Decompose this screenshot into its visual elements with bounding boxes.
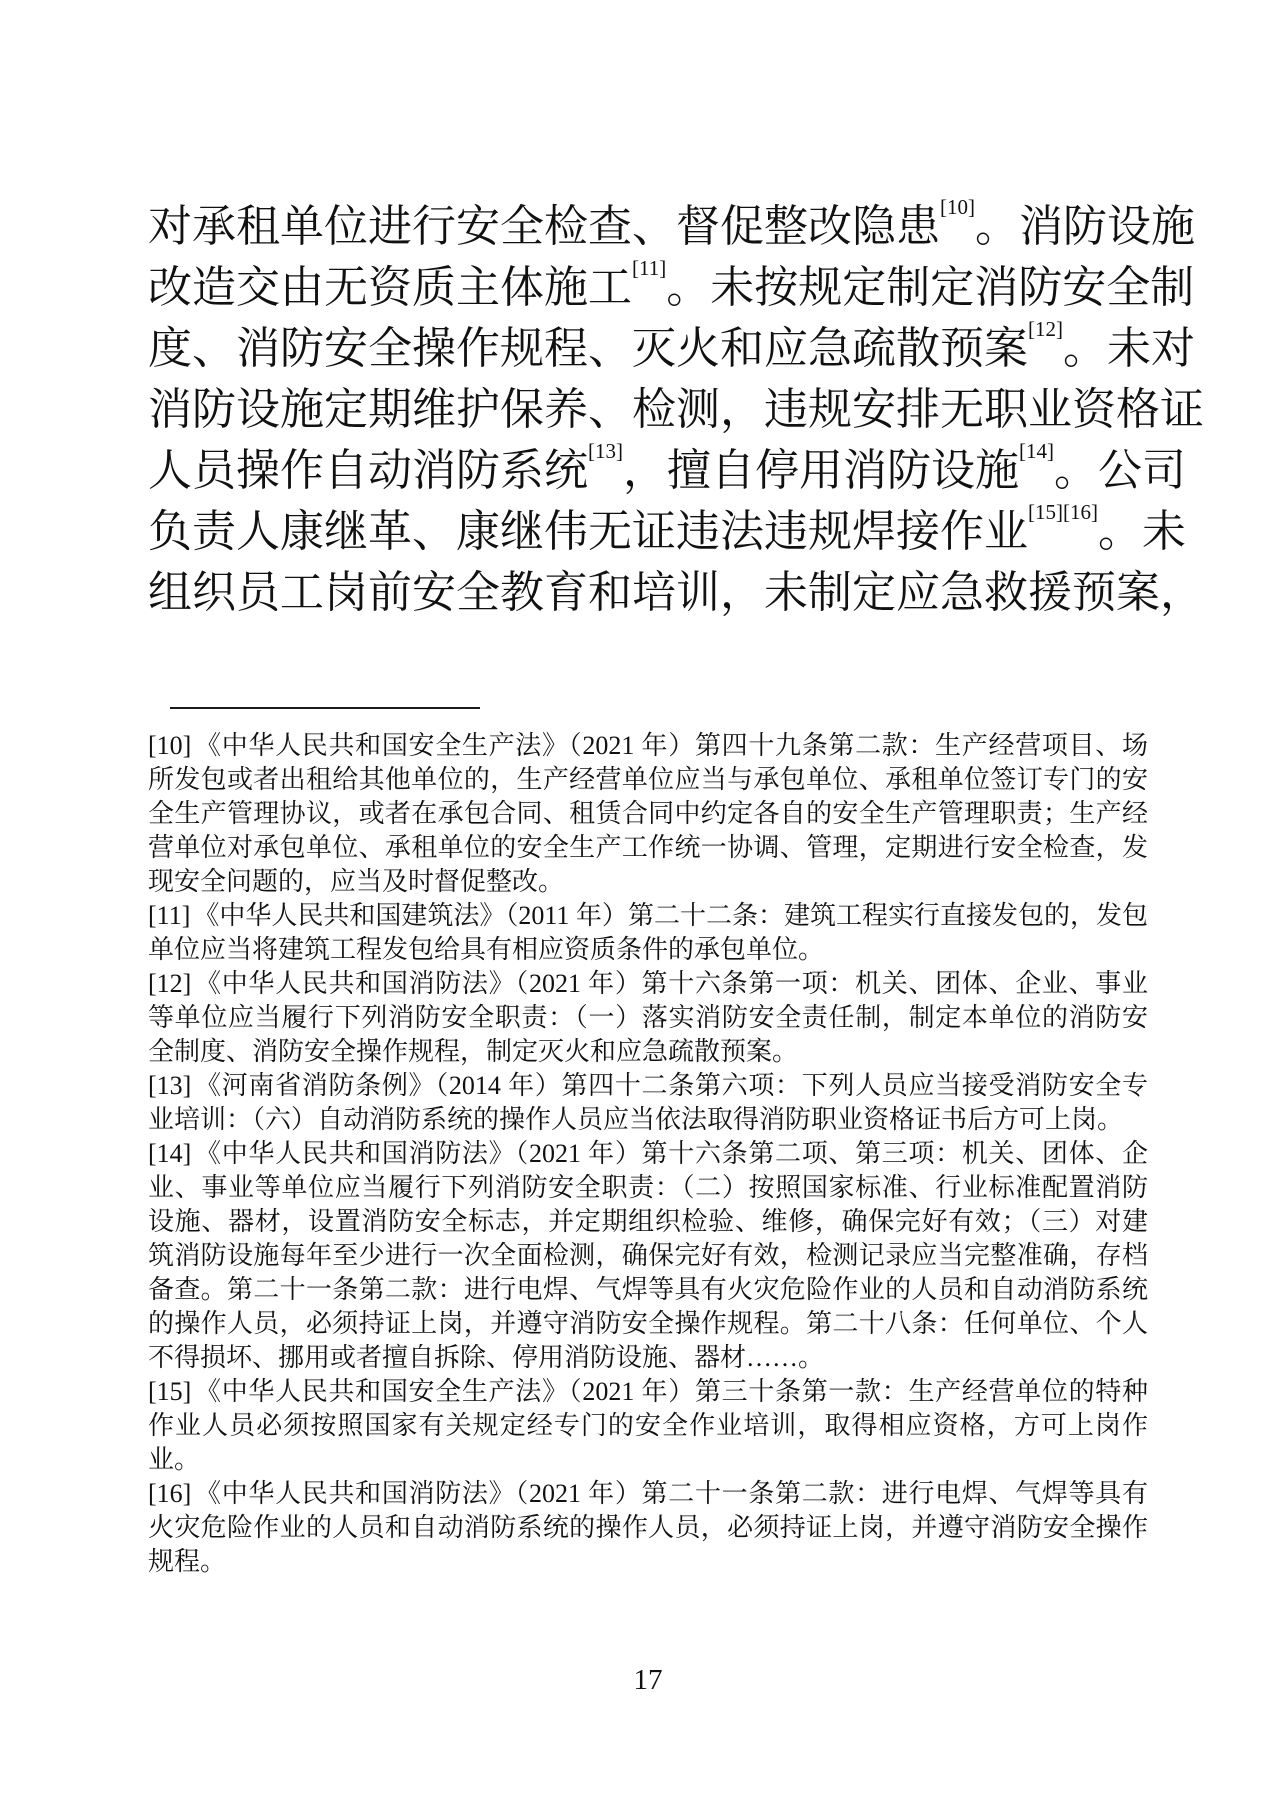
body-text: [148, 195, 1204, 623]
body-character: 康: [456, 507, 500, 556]
body-character: 法: [720, 507, 764, 556]
body-character: 司: [1142, 446, 1186, 495]
body-character: 养: [544, 385, 588, 434]
body-character: 对: [148, 202, 192, 251]
body-character: 停: [755, 446, 799, 495]
body-line: [148, 317, 1195, 379]
body-character: 安: [1062, 263, 1107, 312]
body-character: 程: [544, 324, 588, 373]
body-character: 人: [236, 507, 280, 556]
body-character: 防: [887, 446, 931, 495]
body-character: 未: [710, 263, 755, 312]
body-character: 防: [280, 324, 324, 373]
body-character: 设: [236, 385, 280, 434]
body-line: [148, 439, 1186, 501]
body-character: 未: [1141, 507, 1186, 556]
body-character: 进: [368, 202, 412, 251]
body-character: 训: [676, 568, 720, 617]
footnote-reference: [12]: [1028, 317, 1063, 341]
footnote-reference: [13]: [588, 439, 623, 463]
body-character: 整: [764, 202, 808, 251]
footnotes: [148, 729, 1148, 1579]
footnote-marker: [15]: [148, 1377, 192, 1406]
body-character: 、: [588, 324, 632, 373]
body-character: 继: [500, 507, 544, 556]
body-character: 全: [1106, 263, 1151, 312]
body-character: 测: [676, 385, 720, 434]
body-character: 消: [1019, 202, 1063, 251]
body-character: 革: [368, 507, 412, 556]
body-character: 无: [588, 507, 632, 556]
body-character: 主: [456, 263, 500, 312]
body-character: 继: [324, 507, 368, 556]
body-character: 违: [764, 385, 808, 434]
body-character: 证: [1160, 385, 1204, 434]
body-character: 规: [808, 507, 852, 556]
body-character: 灭: [632, 324, 676, 373]
body-character: 安: [412, 568, 456, 617]
body-character: 用: [799, 446, 843, 495]
body-character: 安: [324, 324, 368, 373]
body-character: 焊: [852, 507, 896, 556]
body-character: 位: [324, 202, 368, 251]
body-character: 排: [896, 385, 940, 434]
body-character: 操: [236, 446, 280, 495]
body-character: 自: [711, 446, 755, 495]
body-character: 火: [676, 324, 720, 373]
body-character: 救: [984, 568, 1028, 617]
body-character: 造: [192, 263, 236, 312]
body-character: 定: [842, 263, 887, 312]
body-character: 责: [192, 507, 236, 556]
body-character: 格: [1116, 385, 1160, 434]
body-character: 消: [843, 446, 887, 495]
body-character: 作: [280, 446, 324, 495]
body-character: 隐: [852, 202, 896, 251]
body-character: 员: [192, 446, 236, 495]
footnote-marker: [10]: [148, 731, 192, 760]
body-character: 督: [676, 202, 720, 251]
body-character: 应: [764, 324, 808, 373]
body-character: ，: [623, 446, 667, 495]
body-character: 业: [1028, 385, 1072, 434]
footnote-reference: [11]: [632, 256, 667, 280]
page-number: 17: [633, 1664, 663, 1696]
body-character: 案: [984, 324, 1028, 373]
footnote-separator: [170, 707, 480, 709]
body-character: 、: [588, 385, 632, 434]
body-character: 全: [456, 568, 500, 617]
body-character: 织: [192, 568, 236, 617]
body-character: 员: [236, 568, 280, 617]
body-character: 和: [720, 324, 764, 373]
body-character: 交: [236, 263, 280, 312]
body-character: 急: [808, 324, 852, 373]
body-character: 人: [148, 446, 192, 495]
body-character: 康: [280, 507, 324, 556]
body-character: 工: [588, 263, 632, 312]
body-character: 规: [500, 324, 544, 373]
body-character: 防: [1018, 263, 1063, 312]
body-character: 定: [852, 568, 896, 617]
footnote-item: [12] 《中华人民共和国消防法》（2021 年）第十六条第一项：机关、团体、企业、事业等单位应当履行下列消防安全职责：（一）落实消防安全责任制，制定本单位的消防安全制度、消防安全操作规程，制定灭火和应急疏散预案。: [148, 969, 1148, 1066]
body-character: 工: [280, 568, 324, 617]
body-character: 防: [192, 385, 236, 434]
body-character: 对: [1151, 324, 1195, 373]
body-character: 伟: [544, 507, 588, 556]
body-character: 行: [412, 202, 456, 251]
body-character: 职: [984, 385, 1028, 434]
footnote-marker: [12]: [148, 969, 192, 998]
body-character: 。: [1054, 446, 1098, 495]
footnote-item: [10] 《中华人民共和国安全生产法》（2021 年）第四十九条第二款：生产经营项目、场所发包或者出租给其他单位的，生产经营单位应当与承包单位、承租单位签订专门的安全生产管理协议，或者在承包合同、租赁合同中约定各自的安全生产管理职责；生产经营单位对承包单位、承租单位的安全生产工作统一协调、管理，定期进行安全检查，发现安全问题的，应当及时督促整改。: [148, 731, 1148, 896]
body-character: 擅: [667, 446, 711, 495]
body-character: 维: [412, 385, 456, 434]
footnote-marker: [14]: [148, 1139, 192, 1168]
body-character: 援: [1028, 568, 1072, 617]
body-character: 操: [412, 324, 456, 373]
body-character: 岗: [324, 568, 368, 617]
body-character: 促: [720, 202, 764, 251]
body-character: 、: [412, 507, 456, 556]
body-character: 疏: [852, 324, 896, 373]
footnote-marker: [16]: [148, 1479, 192, 1508]
body-character: 资: [1072, 385, 1116, 434]
body-character: 施: [1151, 202, 1195, 251]
body-character: 期: [368, 385, 412, 434]
body-character: 急: [940, 568, 984, 617]
body-character: 改: [808, 202, 852, 251]
body-character: 查: [588, 202, 632, 251]
body-character: 育: [544, 568, 588, 617]
body-character: 负: [148, 507, 192, 556]
body-character: 消: [974, 263, 1019, 312]
body-character: ，: [1160, 568, 1204, 617]
body-line: [148, 379, 1204, 440]
body-character: 承: [192, 202, 236, 251]
body-character: 施: [975, 446, 1019, 495]
body-character: 防: [1063, 202, 1107, 251]
page-content: [148, 195, 1204, 1579]
body-character: 护: [456, 385, 500, 434]
footnote-marker: [11]: [148, 901, 191, 930]
body-character: 全: [500, 202, 544, 251]
body-character: 案: [1116, 568, 1160, 617]
body-character: 组: [148, 568, 192, 617]
body-character: 业: [984, 507, 1028, 556]
body-character: 租: [236, 202, 280, 251]
body-character: 公: [1098, 446, 1142, 495]
body-character: 规: [798, 263, 843, 312]
body-character: 全: [368, 324, 412, 373]
footnote-reference: [15][16]: [1028, 500, 1098, 524]
body-character: 未: [1107, 324, 1151, 373]
body-character: 。: [1063, 324, 1107, 373]
body-character: 设: [931, 446, 975, 495]
body-character: 安: [852, 385, 896, 434]
body-character: 。: [1097, 507, 1142, 556]
body-character: ，: [720, 568, 764, 617]
footnote-reference: [14]: [1019, 439, 1054, 463]
body-character: 施: [280, 385, 324, 434]
body-character: 消: [236, 324, 280, 373]
body-character: 培: [632, 568, 676, 617]
body-character: 质: [412, 263, 456, 312]
body-character: 按: [754, 263, 799, 312]
body-character: 教: [500, 568, 544, 617]
body-character: 设: [1107, 202, 1151, 251]
body-character: 作: [940, 507, 984, 556]
body-character: 度: [148, 324, 192, 373]
body-character: 安: [456, 202, 500, 251]
body-character: 预: [1072, 568, 1116, 617]
body-character: 体: [500, 263, 544, 312]
body-character: 作: [456, 324, 500, 373]
body-character: 。: [666, 263, 711, 312]
body-character: 定: [324, 385, 368, 434]
footnote-item: [16] 《中华人民共和国消防法》（2021 年）第二十一条第二款：进行电焊、气焊等具有火灾危险作业的人员和自动消防系统的操作人员，必须持证上岗，并遵守消防安全操作规程。: [148, 1479, 1148, 1576]
body-character: 、: [192, 324, 236, 373]
body-character: 未: [764, 568, 808, 617]
footnote-item: [11] 《中华人民共和国建筑法》（2011 年）第二十二条：建筑工程实行直接发包的，发包单位应当将建筑工程发包给具有相应资质条件的承包单位。: [148, 901, 1148, 964]
body-character: 前: [368, 568, 412, 617]
body-character: 和: [588, 568, 632, 617]
body-line: [148, 256, 1195, 318]
body-character: 动: [368, 446, 412, 495]
body-character: 由: [280, 263, 324, 312]
body-character: 制: [808, 568, 852, 617]
body-line: [148, 500, 1186, 562]
body-character: 施: [544, 263, 588, 312]
body-character: 消: [148, 385, 192, 434]
body-character: 定: [930, 263, 975, 312]
body-character: 患: [896, 202, 940, 251]
body-character: 预: [940, 324, 984, 373]
body-line: [148, 195, 1195, 257]
body-line: [148, 562, 1204, 623]
body-character: 无: [324, 263, 368, 312]
body-character: 制: [886, 263, 931, 312]
footnote-item: [15] 《中华人民共和国安全生产法》（2021 年）第三十条第一款：生产经营单位的特种作业人员必须按照国家有关规定经专门的安全作业培训，取得相应资格，方可上岗作业。: [148, 1377, 1148, 1474]
body-character: 散: [896, 324, 940, 373]
body-character: 改: [148, 263, 192, 312]
body-character: 单: [280, 202, 324, 251]
body-character: 保: [500, 385, 544, 434]
body-character: 接: [896, 507, 940, 556]
footnote-item: [14] 《中华人民共和国消防法》（2021 年）第十六条第二项、第三项：机关、团体、企业、事业等单位应当履行下列消防安全职责：（二）按照国家标准、行业标准配置消防设施、器材，设置消防安全标志，并定期组织检验、维修，确保完好有效；（三）对建筑消防设施每年至少进行一次全面检测，确保完好有效，检测记录应当完整准确，存档备查。第二十一条第二款：进行电焊、气焊等具有火灾危险作业的人员和自动消防系统的操作人员，必须持证上岗，并遵守消防安全操作规程。第二十八条：任何单位、个人不得损坏、挪用或者擅自拆除、停用消防设施、器材……。: [148, 1139, 1148, 1372]
body-character: 违: [764, 507, 808, 556]
body-character: 系: [500, 446, 544, 495]
body-character: 。: [975, 202, 1019, 251]
body-character: 、: [632, 202, 676, 251]
body-character: 应: [896, 568, 940, 617]
body-character: 防: [456, 446, 500, 495]
body-character: 制: [1150, 263, 1195, 312]
body-character: 无: [940, 385, 984, 434]
body-character: 资: [368, 263, 412, 312]
body-character: 规: [808, 385, 852, 434]
body-character: 消: [412, 446, 456, 495]
body-character: 检: [544, 202, 588, 251]
body-character: 证: [632, 507, 676, 556]
footnote-item: [13] 《河南省消防条例》（2014 年）第四十二条第六项：下列人员应当接受消防安全专业培训：（六）自动消防系统的操作人员应当依法取得消防职业资格证书后方可上岗。: [148, 1071, 1148, 1134]
footnote-reference: [10]: [940, 195, 975, 219]
body-character: 违: [676, 507, 720, 556]
footnote-marker: [13]: [148, 1071, 192, 1100]
body-character: 检: [632, 385, 676, 434]
body-character: 自: [324, 446, 368, 495]
body-character: 统: [544, 446, 588, 495]
body-character: ，: [720, 385, 764, 434]
